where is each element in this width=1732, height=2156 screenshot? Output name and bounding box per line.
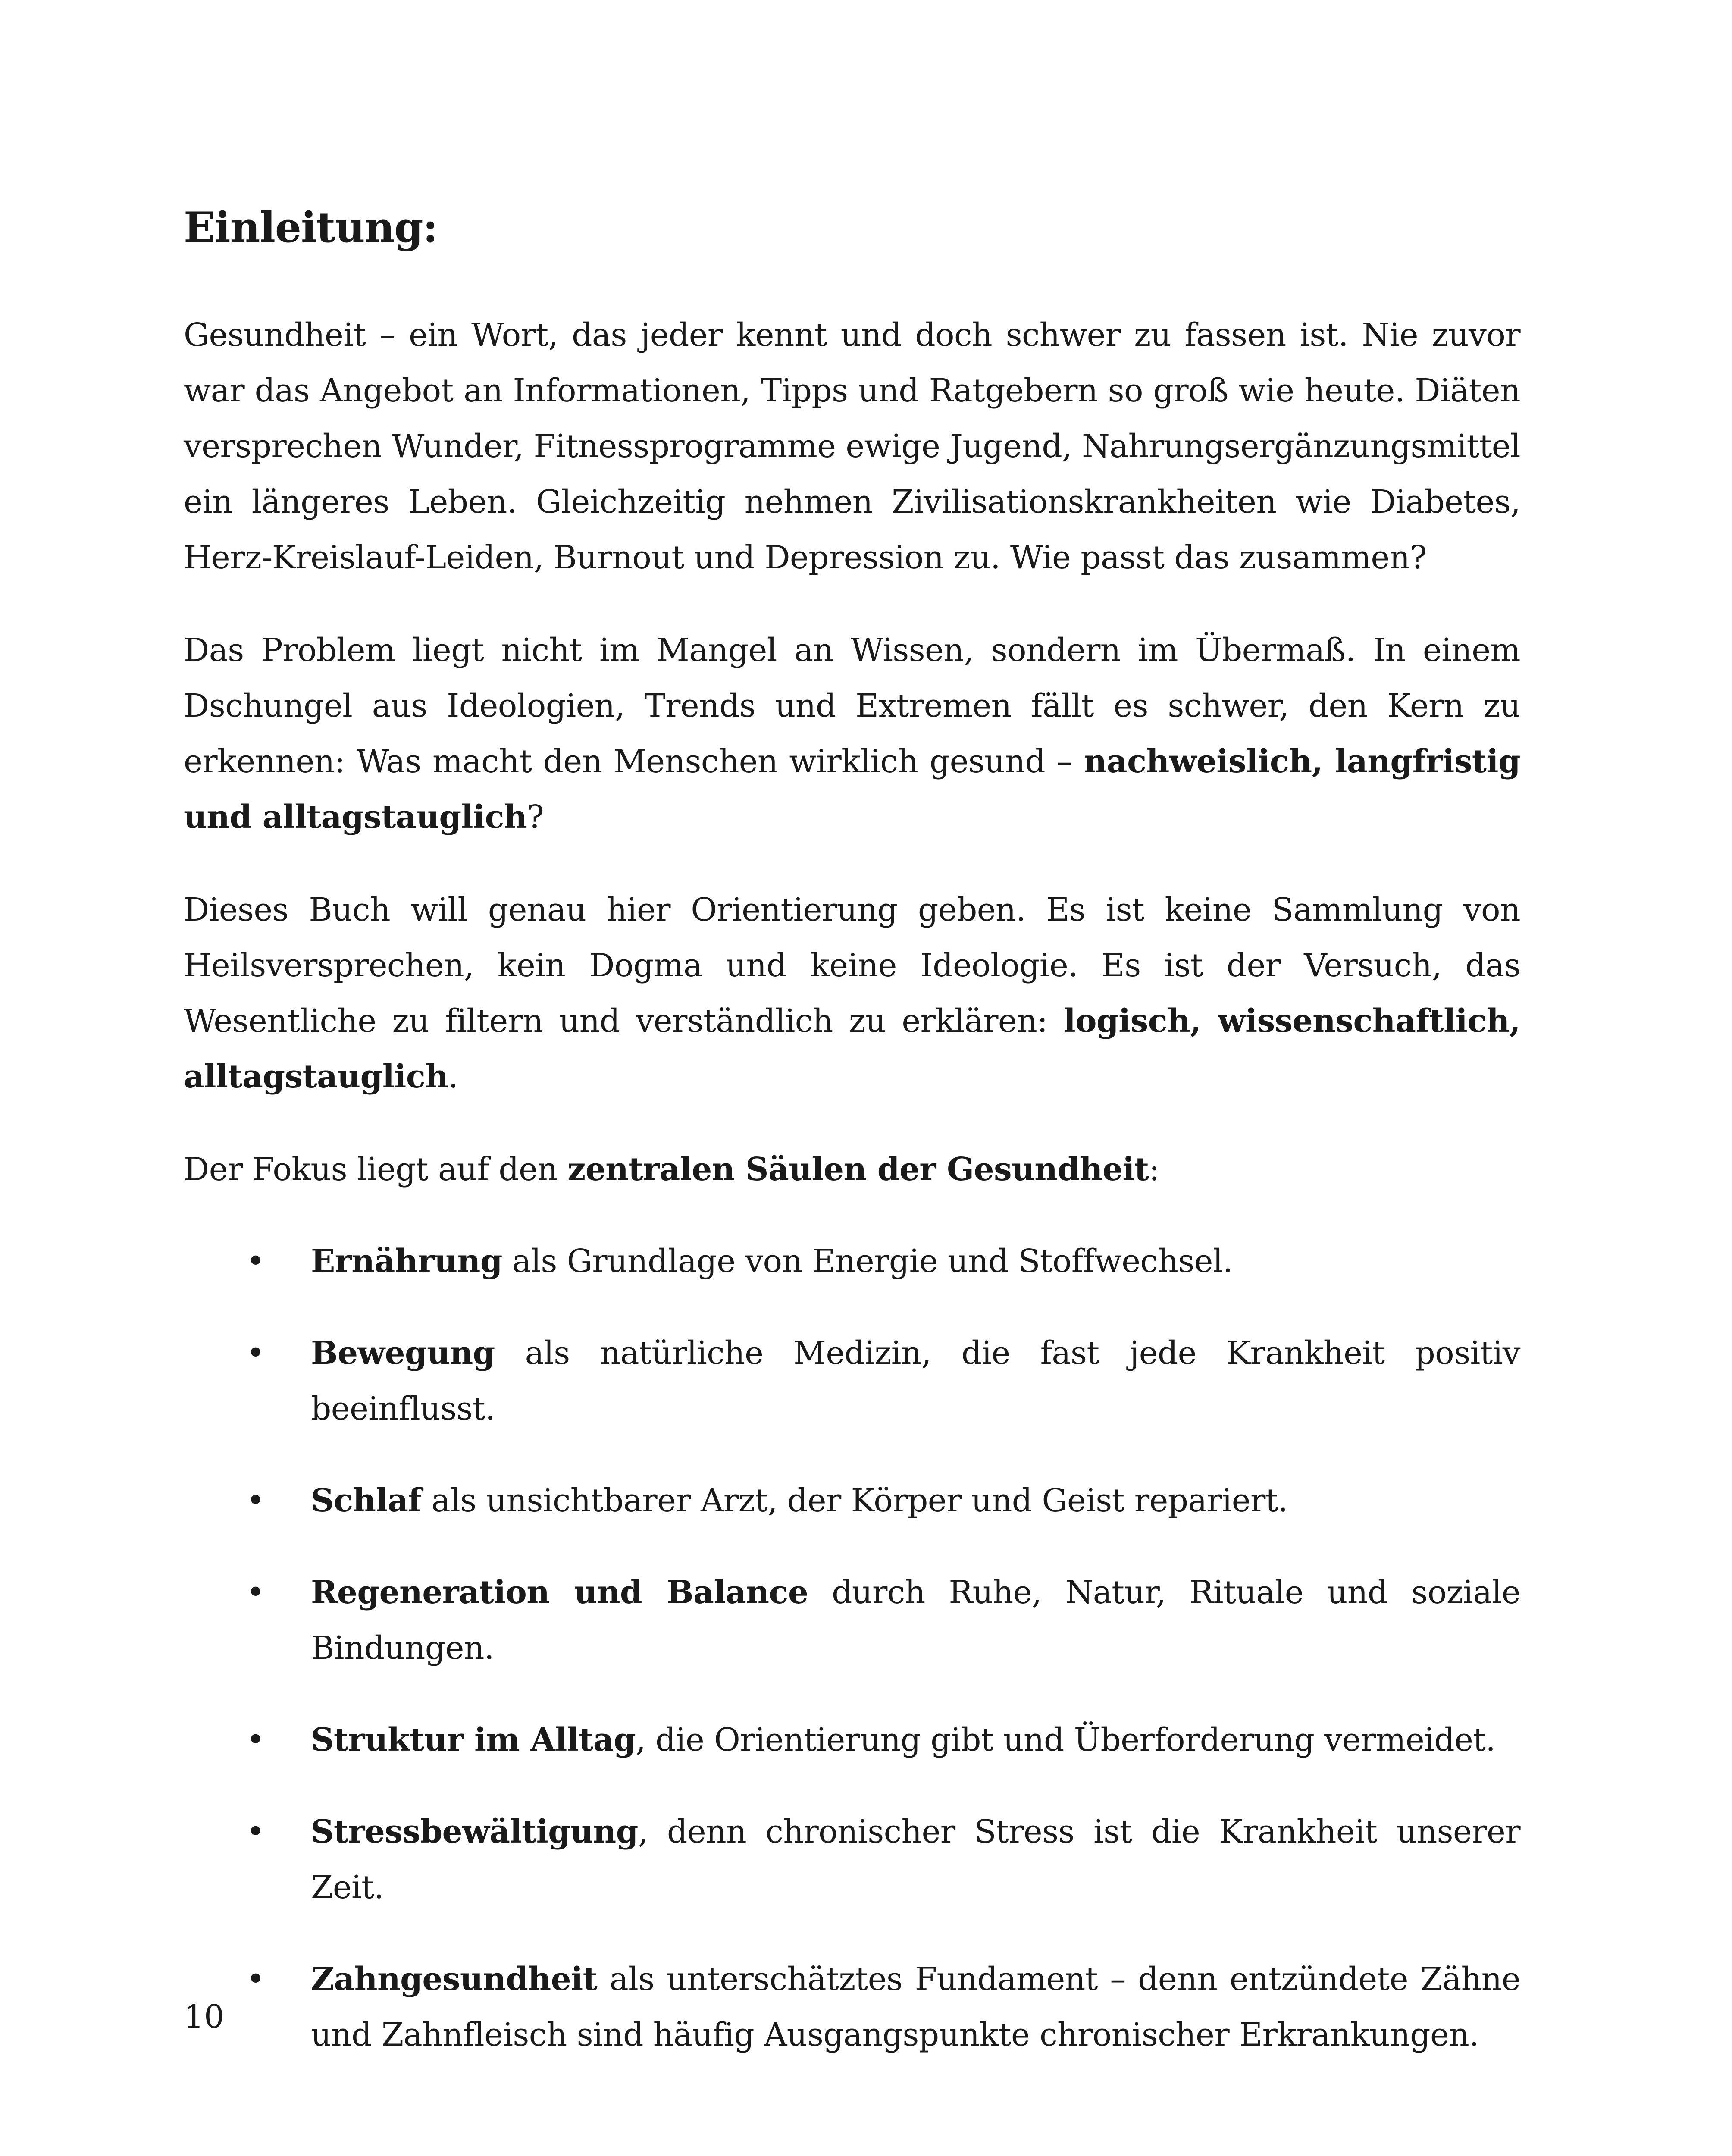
bullet-icon: • — [246, 1482, 265, 1520]
list-item — [184, 1234, 1520, 1289]
page-content — [184, 203, 1520, 2099]
bullet-icon: • — [246, 1243, 265, 1280]
list-item-text: durch Ruhe, Natur, Rituale und soziale Bindungen. — [311, 1574, 1520, 1667]
bullet-icon: • — [246, 1813, 265, 1851]
list-item-text: als Grundlage von Energie und Stoffwechsel. — [502, 1243, 1233, 1280]
pillars-list — [184, 1234, 1520, 2063]
bullet-icon: • — [246, 1961, 265, 1998]
chapter-heading: Einleitung: — [184, 203, 438, 252]
paragraph-4-bold: zentralen Säulen der Gesundheit — [567, 1151, 1149, 1188]
bullet-icon: • — [246, 1335, 265, 1372]
paragraph-2-end: ? — [527, 799, 544, 836]
list-item-bold: Schlaf — [311, 1482, 422, 1520]
list-item — [184, 1712, 1520, 1768]
paragraph-4-end: : — [1149, 1151, 1159, 1188]
paragraph-3-bold: logisch, wissenschaftlich, alltagstauglich — [184, 1003, 1520, 1096]
list-item-bold: Ernährung — [311, 1243, 502, 1280]
paragraph-4-text: Der Fokus liegt auf den — [184, 1151, 568, 1188]
list-item-text: als unterschätztes Fundament – denn entzündete Zähne und Zahnfleisch sind häufig Ausgangspunkte chronischer Erkrankungen. — [311, 1961, 1520, 2054]
bullet-icon: • — [246, 1574, 265, 1611]
list-item-bold: Zahngesundheit — [311, 1961, 598, 1998]
paragraph-3-end: . — [448, 1058, 458, 1096]
paragraph-4 — [184, 1142, 1520, 1197]
list-item — [184, 1804, 1520, 1915]
paragraph-2-bold: nachweislich, langfristig und alltagstauglich — [184, 743, 1520, 836]
paragraph-1: Gesundheit – ein Wort, das jeder kennt und doch schwer zu fassen ist. Nie zuvor war das Angebot an Informationen, Tipps und Ratgebern so groß wie heute. Diäten versprechen Wunder, Fitnessprogramme ewige Jugend, Nahrungsergänzungsmittel ein längeres Leben. Gleichzeitig nehmen Zivilisationskrankheiten wie Diabetes, Herz-Kreislauf-Leiden, Burnout und Depression zu. Wie passt das zusammen? — [184, 317, 1520, 577]
list-item — [184, 1952, 1520, 2063]
list-item-bold: Regeneration und Balance — [311, 1574, 808, 1611]
list-item-text: , die Orientierung gibt und Überforderung vermeidet. — [636, 1721, 1496, 1759]
bullet-icon: • — [246, 1721, 265, 1759]
list-item-bold: Struktur im Alltag — [311, 1721, 636, 1759]
page-number: 10 — [184, 1998, 225, 2035]
list-item-bold: Bewegung — [311, 1335, 495, 1372]
list-item-text: als natürliche Medizin, die fast jede Krankheit positiv beeinflusst. — [311, 1335, 1520, 1428]
paragraph-3-text: Dieses Buch will genau hier Orientierung geben. Es ist keine Sammlung von Heilsversprechen, kein Dogma und keine Ideologie. Es ist der Versuch, das Wesentliche zu filtern und verständlich zu erklären: — [184, 891, 1520, 1040]
paragraph-2-text: Das Problem liegt nicht im Mangel an Wissen, sondern im Übermaß. In einem Dschungel aus Ideologien, Trends und Extremen fällt es schwer, den Kern zu erkennen: Was macht den Menschen wirklich gesund – — [184, 632, 1520, 780]
list-item — [184, 1473, 1520, 1529]
list-item-text: als unsichtbarer Arzt, der Körper und Geist repariert. — [421, 1482, 1288, 1520]
list-item — [184, 1326, 1520, 1437]
paragraph-3 — [184, 882, 1520, 1105]
list-item — [184, 1565, 1520, 1676]
list-item-text: , denn chronischer Stress ist die Krankheit unserer Zeit. — [311, 1813, 1520, 1906]
list-item-bold: Stressbewältigung — [311, 1813, 638, 1851]
paragraph-2 — [184, 623, 1520, 845]
